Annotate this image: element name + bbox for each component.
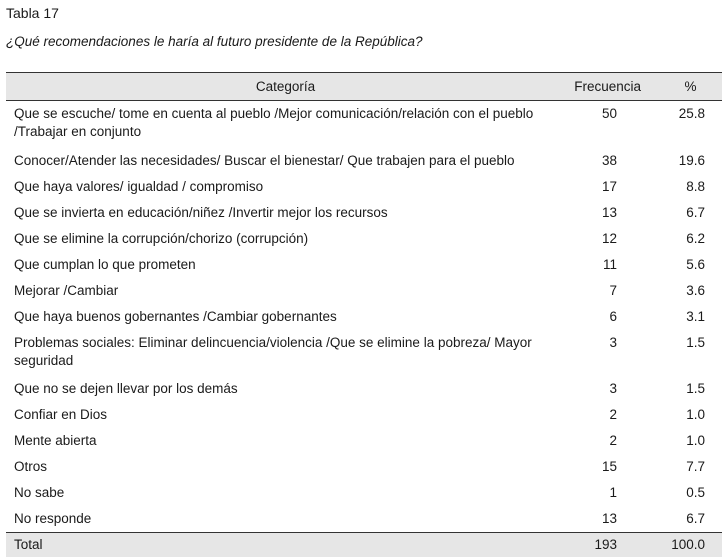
cell-frequency: 50 (601, 106, 617, 121)
cell-frequency: 3 (609, 335, 617, 350)
table-row (6, 506, 722, 533)
table-label: Tabla 17 (6, 5, 59, 21)
table-row (6, 330, 722, 376)
cell-percent: 8.8 (686, 179, 705, 194)
cell-category: Confiar en Dios (14, 407, 108, 422)
cell-category: Mejorar /Cambiar (14, 283, 119, 298)
cell-category: Que no se dejen llevar por los demás (14, 381, 238, 396)
total-percent: 100.0 (649, 533, 722, 558)
total-frequency: 193 (547, 533, 649, 558)
table-row (6, 101, 722, 149)
cell-frequency: 2 (609, 433, 617, 448)
table-row (6, 278, 722, 304)
table-row (6, 226, 722, 252)
data-table (6, 72, 722, 557)
table-row (6, 252, 722, 278)
header-frequency: Frecuencia (547, 73, 649, 101)
table-row (6, 402, 722, 428)
cell-category: Que se elimine la corrupción/chorizo (corrupción) (14, 231, 309, 246)
cell-frequency: 38 (601, 153, 617, 168)
cell-category: Que haya buenos gobernantes /Cambiar gobernantes (14, 309, 337, 324)
cell-percent: 1.0 (686, 433, 705, 448)
cell-category: No responde (14, 511, 92, 526)
cell-frequency: 6 (609, 309, 617, 324)
cell-percent: 5.6 (686, 257, 705, 272)
cell-frequency: 12 (601, 231, 617, 246)
cell-percent: 19.6 (678, 153, 705, 168)
total-label: Total (6, 533, 547, 558)
cell-category: Que se invierta en educación/niñez /Invertir mejor los recursos (14, 205, 388, 220)
header-category: Categoría (6, 73, 547, 101)
table-caption: ¿Qué recomendaciones le haría al futuro presidente de la República? (6, 34, 423, 49)
cell-frequency: 17 (601, 179, 617, 194)
table-row (6, 174, 722, 200)
cell-percent: 6.7 (686, 205, 705, 220)
cell-frequency: 1 (609, 485, 617, 500)
cell-percent: 6.2 (686, 231, 705, 246)
header-row (6, 73, 722, 101)
table-row (6, 428, 722, 454)
table-row (6, 148, 722, 174)
cell-category: Que cumplan lo que prometen (14, 257, 196, 272)
cell-category: Que haya valores/ igualdad / compromiso (14, 179, 264, 194)
cell-frequency: 13 (601, 511, 617, 526)
cell-frequency: 11 (602, 257, 617, 272)
table-row (6, 480, 722, 506)
cell-category: Otros (14, 459, 48, 474)
cell-percent: 7.7 (686, 459, 705, 474)
cell-percent: 3.1 (686, 309, 705, 324)
cell-category: Conocer/Atender las necesidades/ Buscar el bienestar/ Que trabajen para el pueblo (14, 153, 515, 168)
cell-frequency: 15 (601, 459, 617, 474)
table-row (6, 376, 722, 402)
header-percent: % (649, 73, 722, 101)
cell-category: Problemas sociales: Eliminar delincuencia/violencia /Que se elimine la pobreza/ Mayor seguridad (14, 335, 532, 368)
cell-frequency: 2 (609, 407, 617, 422)
cell-percent: 1.5 (686, 381, 705, 396)
cell-frequency: 3 (609, 381, 617, 396)
total-row (6, 533, 722, 558)
cell-category: Que se escuche/ tome en cuenta al pueblo /Mejor comunicación/relación con el pueblo /Trabajar en conjunto (14, 106, 534, 139)
cell-frequency: 7 (609, 283, 617, 298)
cell-percent: 1.0 (686, 407, 705, 422)
cell-percent: 25.8 (678, 106, 705, 121)
cell-percent: 3.6 (686, 283, 705, 298)
table-row (6, 304, 722, 330)
table-row (6, 454, 722, 480)
cell-percent: 1.5 (686, 335, 705, 350)
cell-percent: 0.5 (686, 485, 705, 500)
cell-frequency: 13 (601, 205, 617, 220)
cell-percent: 6.7 (686, 511, 705, 526)
table-row (6, 200, 722, 226)
cell-category: Mente abierta (14, 433, 97, 448)
cell-category: No sabe (14, 485, 65, 500)
